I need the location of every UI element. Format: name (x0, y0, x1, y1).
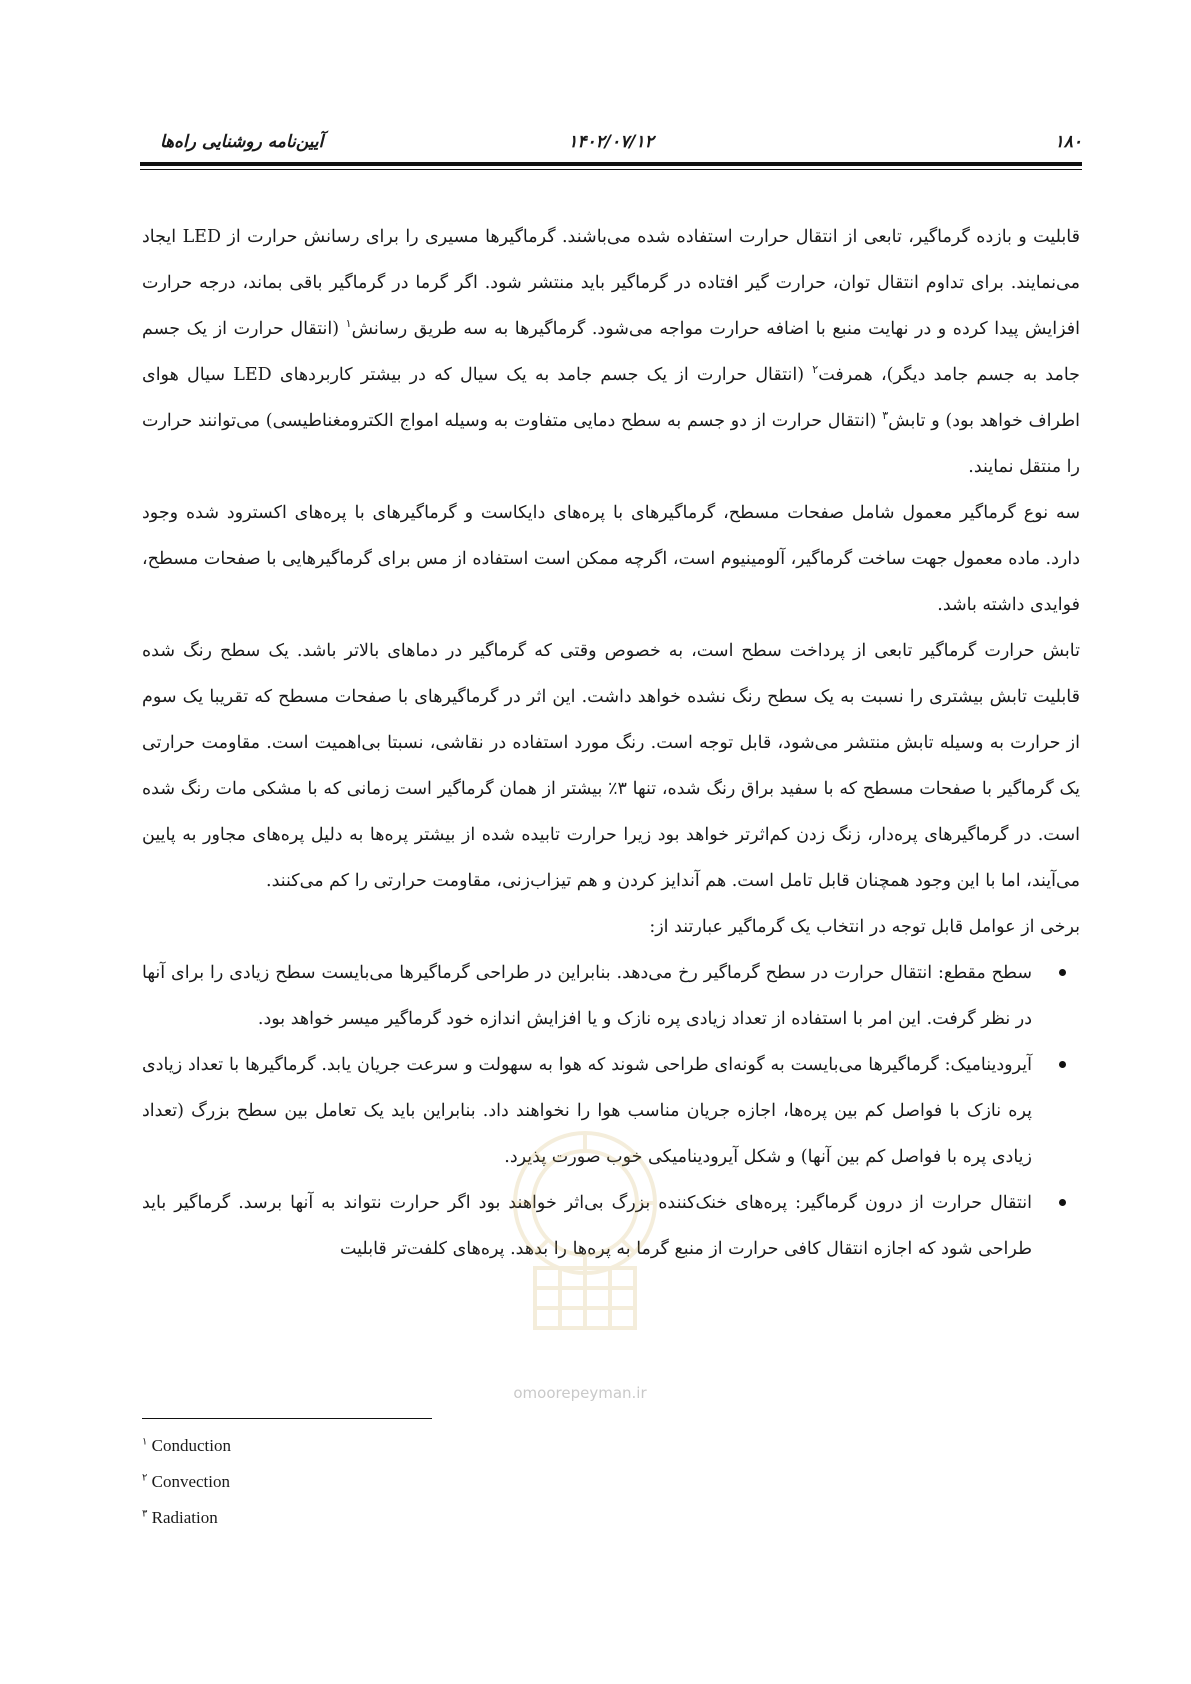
footnote: $^۲$ Convection (142, 1472, 231, 1491)
header-rule-thin (140, 169, 1082, 170)
footnote-rule (142, 1418, 432, 1419)
paragraph-heatsink-types: سه نوع گرماگیر معمول شامل صفحات مسطح، گرماگیرهای با پره‌های دایکاست و گرماگیرهای با پره‌های اکسترود شده وجود دارد. ماده معمول جهت ساخت گرماگیر، آلومینیوم است، اگرچه ممکن است استفاده از مس برای گرماگیرهایی با صفحات مسطح، فوایدی داشته باشد. (142, 503, 1080, 615)
page-number: ۱۸۰ (1054, 132, 1082, 152)
header-rule-thick (140, 162, 1082, 166)
factors-lead: برخی از عوامل قابل توجه در انتخاب یک گرماگیر عبارتند از: (649, 917, 1080, 937)
document-title: آیین‌نامه روشنایی راه‌ها (160, 132, 324, 152)
footnote: $^۳$ Radiation (142, 1508, 218, 1527)
watermark-logo-icon (500, 1118, 670, 1338)
document-date: ۱۴۰۲/۰۷/۱۲ (568, 132, 654, 152)
footnote-ref-3: ۳ (882, 409, 889, 423)
watermark-site: omoorepeyman.ir (513, 1384, 647, 1402)
footnote-ref-2: ۲ (812, 363, 819, 377)
page-body (142, 214, 1080, 1272)
list-item: سطح مقطع: انتقال حرارت در سطح گرماگیر رخ می‌دهد. بنابراین در طراحی گرماگیرها می‌بایست سطح زیادی را برای آنها در نظر گرفت. این امر با استفاده از تعداد زیادی پره نازک و یا افزایش اندازه خود گرماگیر میسر خواهد بود. (142, 950, 1080, 1042)
paragraph-heat-transfer: قابلیت و بازده گرماگیر، تابعی از انتقال حرارت استفاده شده می‌باشند. گرماگیرها مسیری را برای رسانش حرارت از LED ایجاد می‌نمایند. برای تداوم انتقال توان، حرارت گیر افتاده در گرماگیر باید منتشر شود. اگر گرما در گرماگیر باقی بماند، درجه حرارت افزایش پیدا کرده و در نهایت منبع با اضافه حرارت مواجه می‌شود. گرماگیرها به سه طریق رسانش$^۱$ (انتقال حرارت از یک جسم جامد به جسم جامد دیگر)، همرفت$^۲$ (انتقال حرارت از یک جسم جامد به یک سیال که در بیشتر کاربردهای LED سیال هوای اطراف خواهد بود) و تابش$^۳$ (انتقال حرارت از دو جسم به سطح دمایی متفاوت به وسیله امواج الکترومغناطیسی) می‌توانند حرارت را منتقل نمایند. (142, 227, 1080, 477)
bullet-icon (1059, 969, 1066, 976)
footnotes (142, 1428, 231, 1536)
footnote: $^۱$ Conduction (142, 1436, 231, 1455)
page-header (140, 128, 1082, 158)
bullet-icon (1059, 1199, 1066, 1206)
bullet-icon (1059, 1061, 1066, 1068)
list-item: انتقال حرارت از درون گرماگیر: پره‌های خنک‌کننده بزرگ بی‌اثر خواهند بود اگر حرارت نتواند به آنها برسد. گرماگیر باید طراحی شود که اجازه انتقال کافی حرارت از منبع گرما به پره‌ها را بدهد. پره‌های کلفت‌تر قابلیت (142, 1180, 1080, 1272)
footnote-ref-1: ۱ (345, 317, 352, 331)
list-item: آیرودینامیک: گرماگیرها می‌بایست به گونه‌ای طراحی شوند که هوا به سهولت و سرعت جریان یابد. گرماگیرها با تعداد زیادی پره نازک با فواصل کم بین پره‌ها، اجازه جریان مناسب هوا را نخواهند داد. بنابراین باید یک تعامل بین سطح بزرگ (تعداد زیادی پره با فواصل کم بین آنها) و شکل آیرودینامیکی خوب صورت پذیرد. (142, 1042, 1080, 1180)
paragraph-radiation: تابش حرارت گرماگیر تابعی از پرداخت سطح است، به خصوص وقتی که گرماگیر در دماهای بالاتر باشد. یک سطح رنگ شده قابلیت تابش بیشتری را نسبت به یک سطح رنگ نشده خواهد داشت. این اثر در گرماگیرهای با صفحات مسطح که تقریبا یک سوم از حرارت به وسیله تابش منتشر می‌شود، قابل توجه است. رنگ مورد استفاده در نقاشی، نسبتا بی‌اهمیت است. مقاومت حرارتی یک گرماگیر با صفحات مسطح که با سفید براق رنگ شده، تنها ۳٪ بیشتر از همان گرماگیر است زمانی که با مشکی مات رنگ شده است. در گرماگیرهای پره‌دار، زنگ زدن کم‌اثرتر خواهد بود زیرا حرارت تابیده شده از بیشتر پره‌ها به دلیل پره‌های مجاور به پایین می‌آیند، اما با این وجود همچنان قابل تامل است. هم آندایز کردن و هم تیزاب‌زنی، مقاومت حرارتی را کم می‌کنند. (142, 641, 1080, 891)
